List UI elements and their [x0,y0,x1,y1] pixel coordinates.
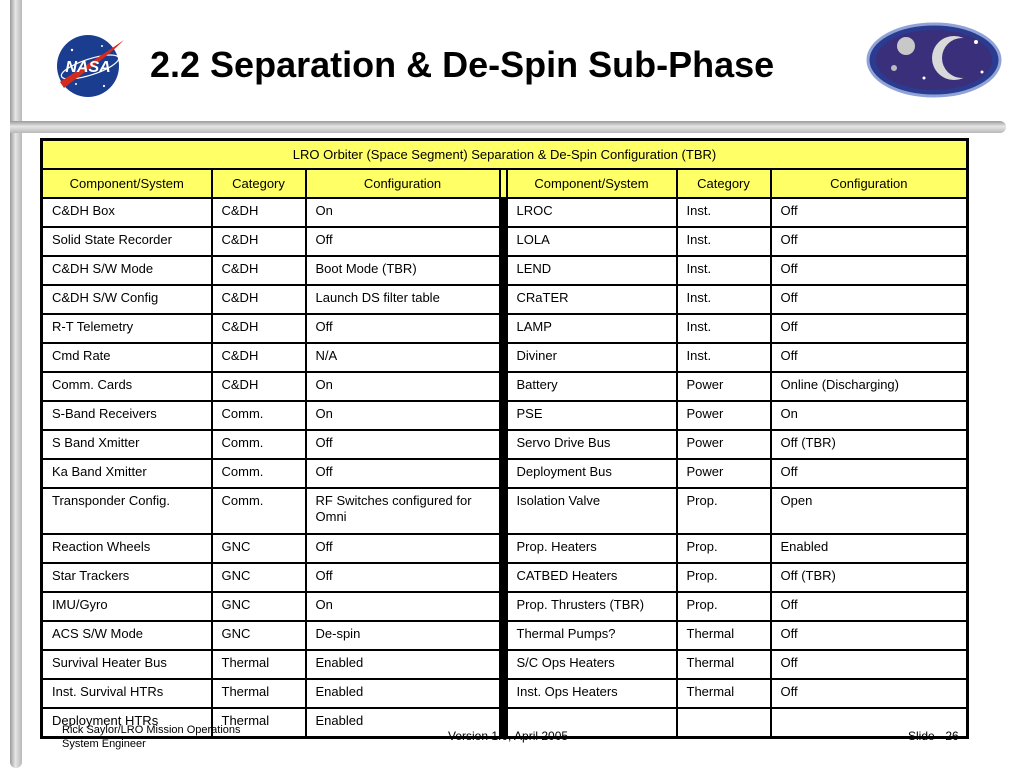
cell-configuration-right: Off [771,592,968,621]
cell-category-left: GNC [212,621,306,650]
cell-configuration-left: Off [306,314,500,343]
cell-configuration-right: Off (TBR) [771,430,968,459]
footer-author-line1: Rick Saylor/LRO Mission Operations [62,724,241,736]
table-row [42,372,968,401]
page-title: 2.2 Separation & De-Spin Sub-Phase [150,44,775,85]
configuration-table-container [40,138,966,739]
column-separator [500,592,507,621]
cell-category-right: Power [677,401,771,430]
cell-category-left: GNC [212,563,306,592]
cell-configuration-right: Online (Discharging) [771,372,968,401]
column-header-component-right: Component/System [507,169,677,198]
column-separator [500,679,507,708]
cell-component-right: Battery [507,372,677,401]
column-separator [500,227,507,256]
cell-configuration-left: On [306,401,500,430]
cell-configuration-left: Off [306,459,500,488]
cell-component-right: Thermal Pumps? [507,621,677,650]
cell-component-left: S-Band Receivers [42,401,212,430]
nasa-logo-text: NASA [65,59,111,76]
cell-configuration-right: Open [771,488,968,534]
cell-configuration-left: Off [306,430,500,459]
table-row [42,343,968,372]
cell-configuration-right: Off [771,459,968,488]
column-header-configuration-left: Configuration [306,169,500,198]
column-separator [500,198,507,227]
table-row [42,430,968,459]
table-row [42,314,968,343]
cell-component-right: Deployment Bus [507,459,677,488]
column-separator [500,459,507,488]
cell-component-left: Reaction Wheels [42,534,212,563]
cell-component-left: ACS S/W Mode [42,621,212,650]
column-separator [500,372,507,401]
cell-component-right: Prop. Heaters [507,534,677,563]
cell-configuration-left: On [306,372,500,401]
cell-category-left: C&DH [212,314,306,343]
cell-category-right: Thermal [677,621,771,650]
footer-author [62,723,241,751]
table-row [42,563,968,592]
table-row [42,256,968,285]
column-separator [500,488,507,534]
cell-configuration-left: On [306,198,500,227]
cell-category-right: Thermal [677,650,771,679]
cell-configuration-right: Off [771,679,968,708]
lro-mission-logo-icon [866,22,1002,98]
cell-component-left: R-T Telemetry [42,314,212,343]
cell-category-right: Inst. [677,343,771,372]
cell-component-left: Inst. Survival HTRs [42,679,212,708]
cell-component-left: Deployment HTRs [42,708,212,738]
cell-category-left: C&DH [212,256,306,285]
cell-component-right: Isolation Valve [507,488,677,534]
cell-configuration-left: Off [306,563,500,592]
cell-configuration-left: On [306,592,500,621]
frame-horizontal-bar [10,121,1006,133]
cell-category-right [677,708,771,738]
column-header-configuration-right: Configuration [771,169,968,198]
cell-category-right: Thermal [677,679,771,708]
cell-configuration-right: Off [771,621,968,650]
column-header-category-right: Category [677,169,771,198]
cell-category-left: Thermal [212,650,306,679]
cell-component-left: S Band Xmitter [42,430,212,459]
cell-configuration-right: Off [771,285,968,314]
cell-component-right: LOLA [507,227,677,256]
table-row [42,198,968,227]
column-separator [500,285,507,314]
cell-configuration-left: Launch DS filter table [306,285,500,314]
cell-component-right: CATBED Heaters [507,563,677,592]
column-separator [500,534,507,563]
table-caption: LRO Orbiter (Space Segment) Separation & De-Spin Configuration (TBR) [42,140,968,170]
column-header-component-left: Component/System [42,169,212,198]
footer-slide-number: Slide - 26 [908,729,959,743]
cell-configuration-right: Off [771,314,968,343]
cell-component-right: Prop. Thrusters (TBR) [507,592,677,621]
cell-category-right: Inst. [677,256,771,285]
table-row [42,459,968,488]
cell-configuration-right: Enabled [771,534,968,563]
cell-component-left: IMU/Gyro [42,592,212,621]
cell-configuration-right: On [771,401,968,430]
column-separator [500,430,507,459]
cell-category-right: Power [677,459,771,488]
cell-component-left: C&DH S/W Config [42,285,212,314]
cell-configuration-left: Off [306,227,500,256]
cell-component-right: Inst. Ops Heaters [507,679,677,708]
cell-category-left: Thermal [212,679,306,708]
cell-category-left: Comm. [212,459,306,488]
table-row [42,679,968,708]
table-row [42,534,968,563]
table-row [42,592,968,621]
cell-component-left: Star Trackers [42,563,212,592]
cell-category-left: C&DH [212,227,306,256]
cell-component-left: Cmd Rate [42,343,212,372]
cell-component-right: Diviner [507,343,677,372]
table-row [42,488,968,534]
cell-component-left: Comm. Cards [42,372,212,401]
column-separator [500,343,507,372]
column-separator [500,256,507,285]
cell-component-right: LEND [507,256,677,285]
cell-category-right: Inst. [677,198,771,227]
cell-category-left: Comm. [212,430,306,459]
table-row [42,227,968,256]
table-header-row [42,169,968,198]
cell-component-right: LAMP [507,314,677,343]
cell-component-left: C&DH S/W Mode [42,256,212,285]
footer-author-line2: System Engineer [62,738,146,750]
cell-component-right: S/C Ops Heaters [507,650,677,679]
cell-category-right: Inst. [677,227,771,256]
nasa-logo-icon [54,30,126,100]
cell-configuration-left: De-spin [306,621,500,650]
column-separator [500,169,507,198]
cell-category-left: Thermal [212,708,306,738]
configuration-table [40,138,969,739]
cell-configuration-left: RF Switches configured for Omni [306,488,500,534]
cell-component-right: Servo Drive Bus [507,430,677,459]
cell-configuration-left: Boot Mode (TBR) [306,256,500,285]
cell-configuration-right: Off [771,343,968,372]
cell-component-right: CRaTER [507,285,677,314]
cell-configuration-left: Enabled [306,679,500,708]
cell-configuration-right: Off [771,198,968,227]
cell-component-left: Transponder Config. [42,488,212,534]
cell-category-right: Prop. [677,592,771,621]
table-row [42,650,968,679]
cell-configuration-left: N/A [306,343,500,372]
column-separator [500,621,507,650]
cell-configuration-left: Enabled [306,708,500,738]
cell-category-left: GNC [212,592,306,621]
table-row [42,285,968,314]
cell-component-right: PSE [507,401,677,430]
cell-category-right: Prop. [677,563,771,592]
column-separator [500,650,507,679]
cell-component-left: Solid State Recorder [42,227,212,256]
cell-category-left: GNC [212,534,306,563]
cell-component-left: Ka Band Xmitter [42,459,212,488]
frame-vertical-bar [10,0,22,768]
cell-category-right: Power [677,430,771,459]
cell-category-left: C&DH [212,372,306,401]
table-row [42,621,968,650]
cell-component-left: C&DH Box [42,198,212,227]
cell-category-left: C&DH [212,343,306,372]
cell-category-right: Inst. [677,314,771,343]
cell-configuration-right: Off (TBR) [771,563,968,592]
cell-category-right: Prop. [677,534,771,563]
cell-configuration-left: Enabled [306,650,500,679]
cell-category-right: Prop. [677,488,771,534]
column-header-category-left: Category [212,169,306,198]
cell-component-right: LROC [507,198,677,227]
column-separator [500,563,507,592]
cell-configuration-right: Off [771,650,968,679]
cell-category-left: C&DH [212,285,306,314]
column-separator [500,314,507,343]
cell-category-right: Power [677,372,771,401]
cell-configuration-left: Off [306,534,500,563]
cell-category-left: Comm. [212,488,306,534]
cell-component-left: Survival Heater Bus [42,650,212,679]
cell-category-left: Comm. [212,401,306,430]
footer-version: Version 1.0, April 2005 [448,729,569,743]
cell-configuration-right: Off [771,227,968,256]
cell-configuration-right: Off [771,256,968,285]
cell-category-right: Inst. [677,285,771,314]
table-row [42,401,968,430]
cell-category-left: C&DH [212,198,306,227]
column-separator [500,401,507,430]
